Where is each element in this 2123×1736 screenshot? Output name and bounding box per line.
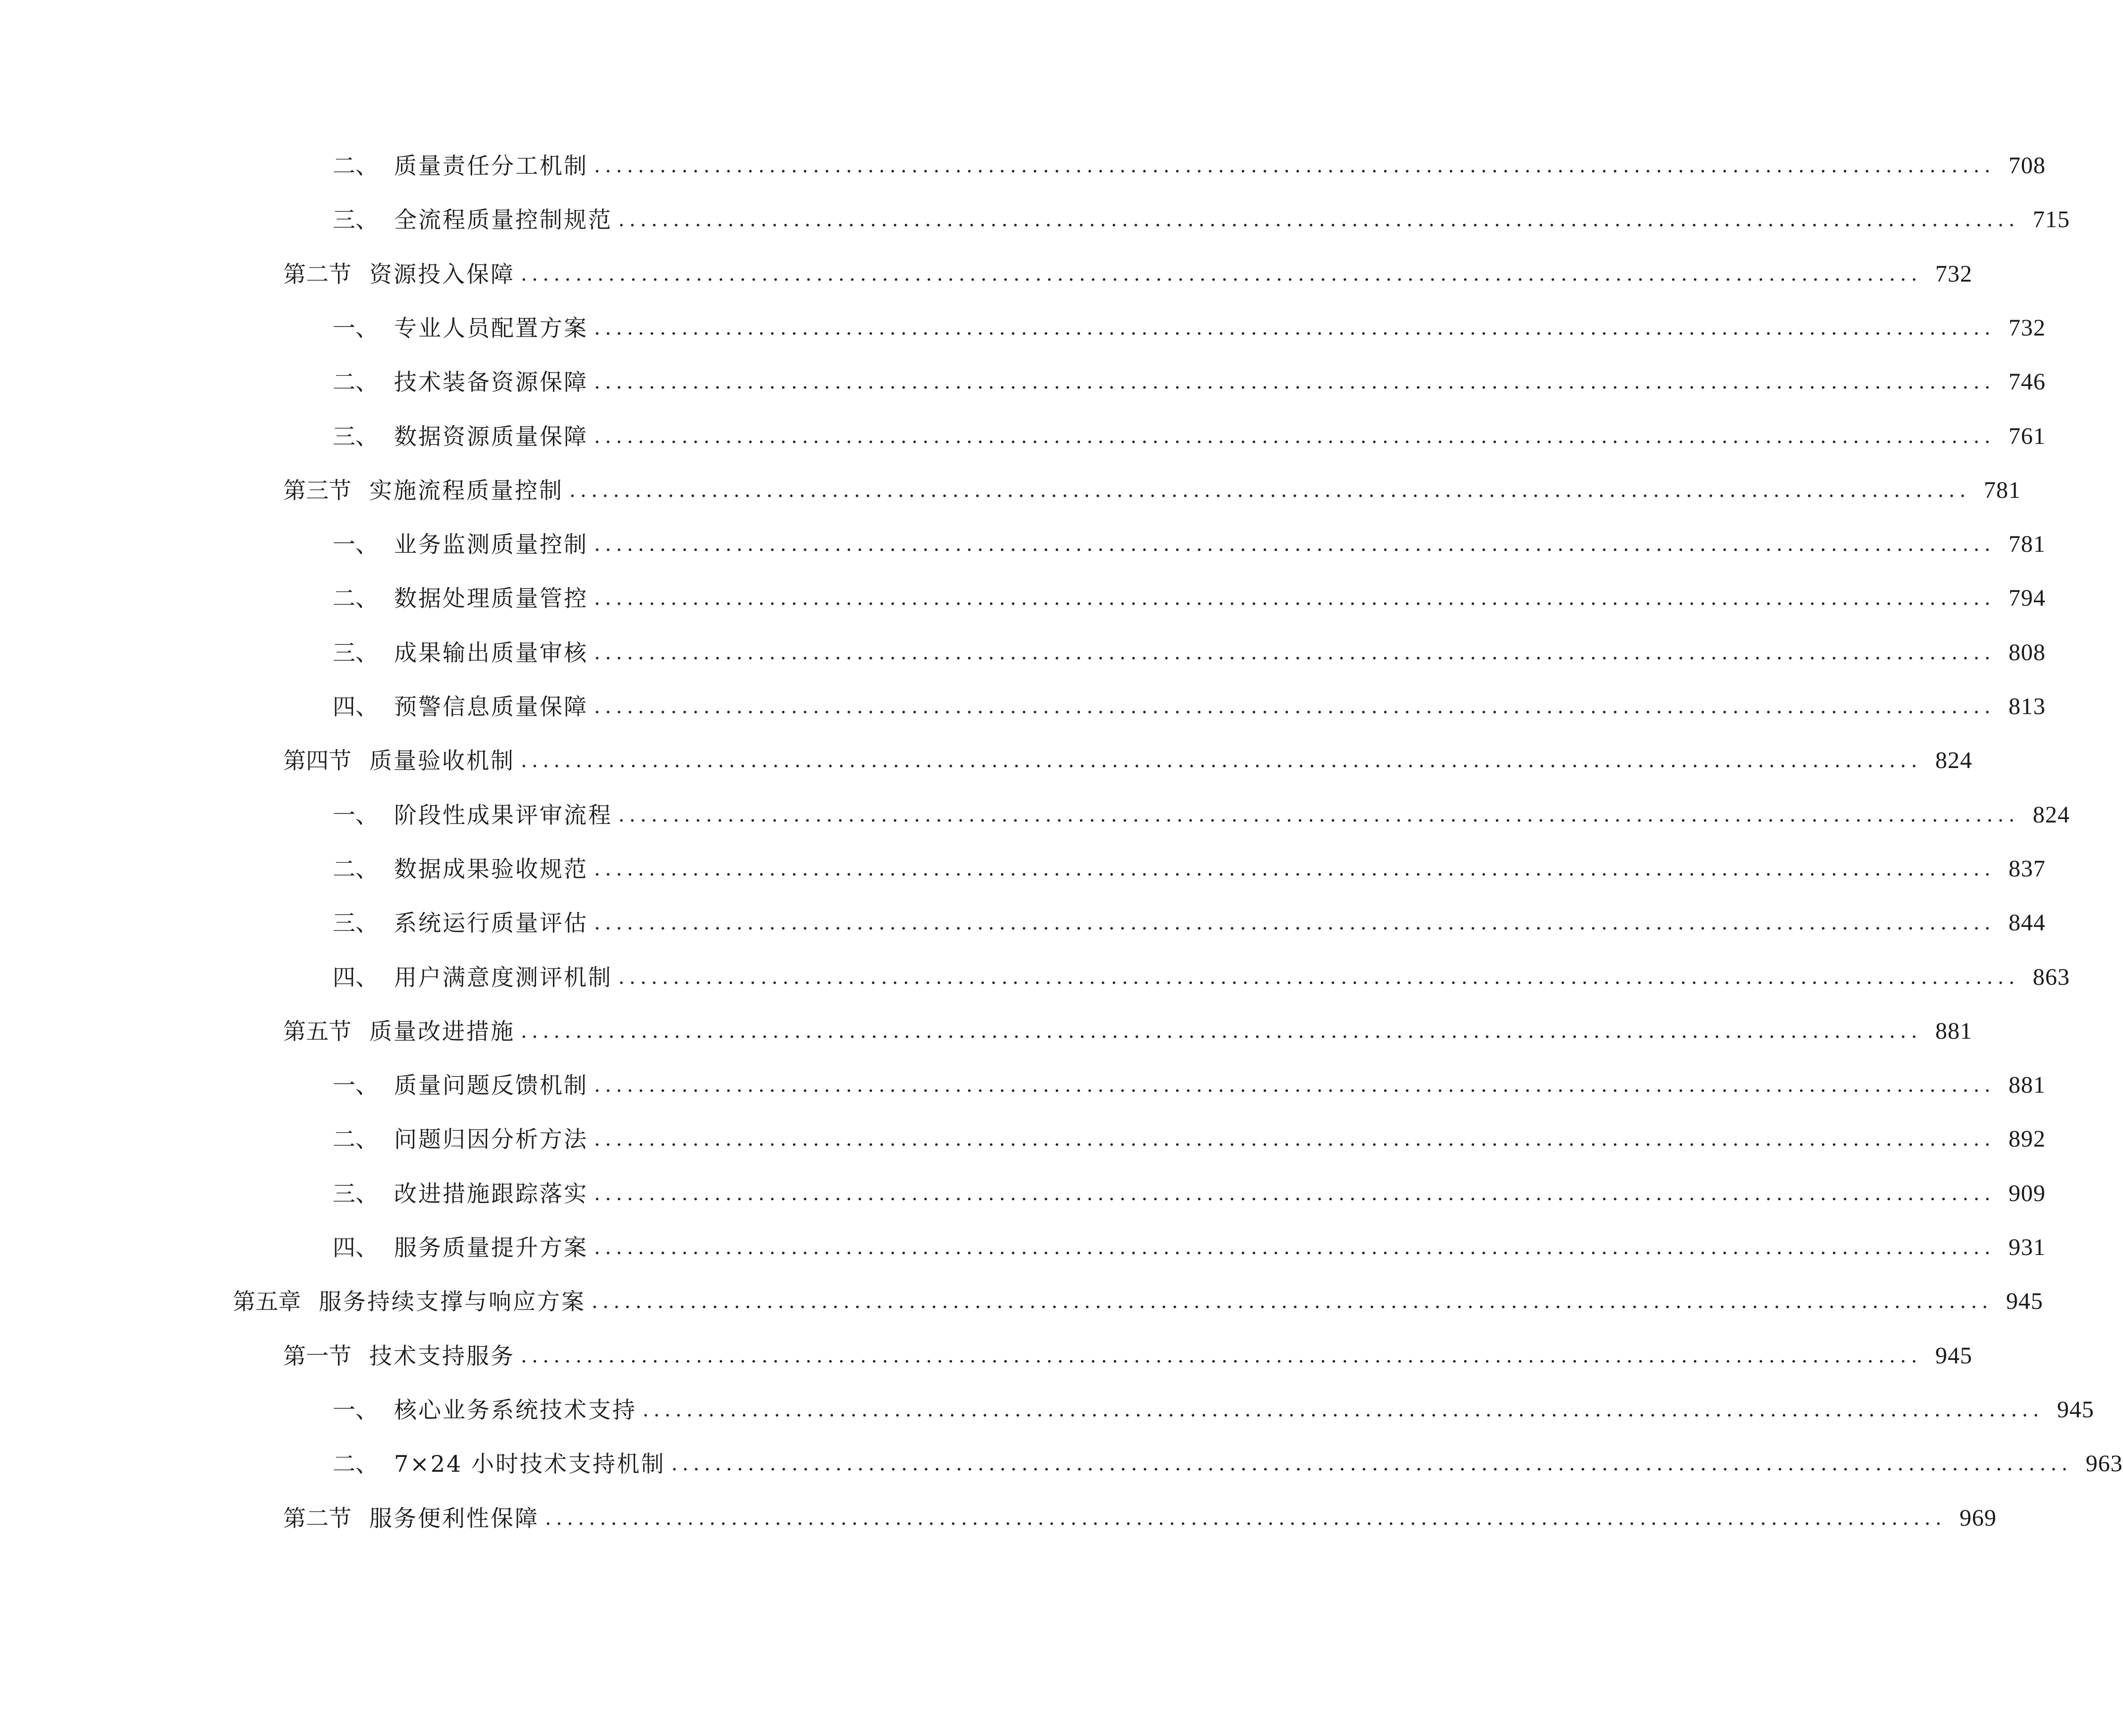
toc-dot-leader: ................................................................................................................................ [594, 371, 1995, 393]
toc-entry-page-number: 732 [1935, 261, 1973, 287]
toc-dot-leader: ................................................................................................................................ [594, 1074, 1995, 1097]
toc-entry-title: 7×24 小时技术支持机制 [394, 1450, 665, 1477]
toc-entry[interactable] [333, 579, 2046, 618]
toc-entry-page-number: 715 [2032, 206, 2070, 233]
toc-entry-title: 技术装备资源保障 [394, 369, 588, 395]
toc-entry-page-number: 732 [2008, 315, 2046, 341]
toc-entry-page-number: 824 [1935, 747, 1973, 773]
toc-entry[interactable] [333, 903, 2046, 943]
toc-dot-leader: ................................................................................................................................ [594, 1182, 1995, 1205]
toc-dot-leader: ................................................................................................................................ [569, 479, 1971, 502]
toc-entry-title: 核心业务系统技术支持 [394, 1397, 637, 1423]
toc-entry-number: 第二节 [283, 261, 351, 288]
toc-dot-leader: ................................................................................................................................ [642, 1398, 2044, 1421]
toc-entry[interactable] [283, 1336, 1973, 1376]
toc-entry[interactable] [333, 1174, 2046, 1213]
toc-entry[interactable] [283, 1498, 1997, 1538]
toc-entry-page-number: 909 [2008, 1180, 2046, 1206]
toc-entry[interactable] [283, 1012, 1973, 1051]
toc-entry-number: 第一节 [283, 1343, 351, 1369]
toc-entry-number: 一、 [333, 802, 378, 828]
toc-entry-page-number: 892 [2008, 1126, 2046, 1152]
toc-entry-page-number: 881 [2008, 1072, 2046, 1098]
toc-entry-number: 二、 [333, 369, 378, 395]
toc-entry-number: 二、 [333, 152, 378, 179]
toc-entry-title: 服务持续支撑与响应方案 [319, 1288, 586, 1315]
toc-entry-page-number: 863 [2032, 964, 2070, 990]
toc-dot-leader: ................................................................................................................................ [594, 1128, 1995, 1151]
toc-entry[interactable] [283, 741, 1973, 780]
toc-entry-number: 第五章 [233, 1288, 301, 1315]
toc-entry-number: 第二节 [283, 1505, 351, 1532]
toc-entry-number: 三、 [333, 423, 378, 450]
toc-dot-leader: ................................................................................................................................ [594, 1236, 1995, 1259]
toc-dot-leader: ................................................................................................................................ [671, 1452, 2073, 1475]
toc-entry-page-number: 813 [2008, 693, 2046, 720]
toc-entry[interactable] [333, 417, 2046, 456]
toc-entry[interactable] [333, 1228, 2046, 1267]
toc-entry[interactable] [333, 362, 2046, 402]
toc-entry-page-number: 931 [2008, 1234, 2046, 1260]
toc-dot-leader: ................................................................................................................................ [594, 641, 1995, 664]
toc-entry-title: 质量问题反馈机制 [394, 1072, 588, 1099]
toc-entry[interactable] [333, 308, 2046, 348]
toc-entry-title: 数据资源质量保障 [394, 423, 588, 450]
toc-entry-page-number: 708 [2008, 152, 2046, 179]
toc-entry-number: 第三节 [283, 477, 351, 504]
toc-entry-number: 第四节 [283, 747, 351, 774]
toc-entry[interactable] [333, 1065, 2046, 1105]
toc-entry-page-number: 844 [2008, 910, 2046, 936]
toc-entry[interactable] [233, 1282, 2043, 1321]
toc-entry-number: 四、 [333, 964, 378, 991]
toc-entry-title: 服务便利性保障 [369, 1505, 539, 1532]
toc-entry-number: 四、 [333, 693, 378, 720]
toc-dot-leader: ................................................................................................................................ [618, 966, 2020, 989]
toc-entry-page-number: 945 [2006, 1288, 2043, 1314]
toc-entry-title: 阶段性成果评审流程 [394, 802, 612, 828]
toc-entry-number: 二、 [333, 1126, 378, 1153]
toc-entry[interactable] [333, 795, 2070, 835]
toc-entry[interactable] [333, 146, 2046, 186]
toc-dot-leader: ................................................................................................................................ [618, 804, 2020, 826]
toc-entry-number: 一、 [333, 1072, 378, 1099]
toc-entry-title: 实施流程质量控制 [369, 477, 563, 504]
toc-entry-title: 服务质量提升方案 [394, 1234, 588, 1261]
toc-entry-title: 质量责任分工机制 [394, 152, 588, 179]
toc-entry-title: 改进措施跟踪落实 [394, 1180, 588, 1207]
toc-entry-page-number: 837 [2008, 856, 2046, 882]
toc-entry-page-number: 945 [1935, 1343, 1973, 1369]
toc-entry[interactable] [333, 633, 2046, 673]
toc-dot-leader: ................................................................................................................................ [521, 1020, 1922, 1043]
toc-entry-title: 数据处理质量管控 [394, 585, 588, 612]
toc-dot-leader: ................................................................................................................................ [521, 749, 1922, 772]
toc-entry[interactable] [333, 849, 2046, 889]
toc-entry-number: 三、 [333, 206, 378, 233]
toc-entry[interactable] [333, 525, 2046, 564]
toc-entry-number: 三、 [333, 1180, 378, 1207]
toc-entry-title: 成果输出质量审核 [394, 639, 588, 666]
toc-dot-leader: ................................................................................................................................ [594, 695, 1995, 718]
toc-entry-page-number: 808 [2008, 639, 2046, 666]
toc-entry-title: 专业人员配置方案 [394, 315, 588, 341]
toc-dot-leader: ................................................................................................................................ [545, 1507, 1946, 1530]
toc-entry-title: 业务监测质量控制 [394, 531, 588, 558]
toc-entry-number: 三、 [333, 910, 378, 936]
toc-entry-title: 质量改进措施 [369, 1018, 515, 1045]
toc-entry-page-number: 781 [1983, 477, 2021, 503]
toc-entry-page-number: 746 [2008, 369, 2046, 395]
toc-entry-title: 问题归因分析方法 [394, 1126, 588, 1153]
toc-entry-title: 全流程质量控制规范 [394, 206, 612, 233]
toc-dot-leader: ................................................................................................................................ [521, 263, 1922, 286]
toc-entry[interactable] [333, 200, 2070, 240]
toc-entry[interactable] [333, 687, 2046, 726]
toc-entry-title: 系统运行质量评估 [394, 910, 588, 936]
toc-dot-leader: ................................................................................................................................ [592, 1290, 1993, 1313]
toc-dot-leader: ................................................................................................................................ [618, 208, 2020, 231]
toc-entry-number: 第五节 [283, 1018, 351, 1045]
toc-dot-leader: ................................................................................................................................ [521, 1345, 1922, 1367]
toc-entry-number: 二、 [333, 1450, 378, 1477]
toc-entry-number: 二、 [333, 856, 378, 882]
toc-dot-leader: ................................................................................................................................ [594, 587, 1995, 610]
toc-dot-leader: ................................................................................................................................ [594, 154, 1995, 177]
toc-dot-leader: ................................................................................................................................ [594, 912, 1995, 934]
toc-entry-title: 技术支持服务 [369, 1343, 515, 1369]
toc-entry[interactable] [333, 1444, 2123, 1484]
toc-entry-number: 四、 [333, 1234, 378, 1261]
toc-entry-number: 一、 [333, 315, 378, 341]
toc-entry-page-number: 881 [1935, 1018, 1973, 1044]
toc-entry[interactable] [283, 254, 1973, 294]
toc-entry-page-number: 794 [2008, 585, 2046, 611]
toc-dot-leader: ................................................................................................................................ [594, 425, 1995, 448]
toc-entry-title: 资源投入保障 [369, 261, 515, 288]
toc-entry-number: 一、 [333, 1397, 378, 1423]
toc-entry-title: 质量验收机制 [369, 747, 515, 774]
toc-dot-leader: ................................................................................................................................ [594, 317, 1995, 339]
toc-entry-page-number: 969 [1959, 1505, 1997, 1531]
toc-entry-page-number: 781 [2008, 531, 2046, 557]
toc-entry-number: 一、 [333, 531, 378, 558]
toc-entry-number: 二、 [333, 585, 378, 612]
toc-entry[interactable] [283, 471, 2021, 510]
toc-entry-page-number: 761 [2008, 423, 2046, 449]
toc-entry-page-number: 824 [2032, 802, 2070, 828]
toc-entry-number: 三、 [333, 639, 378, 666]
toc-entry-page-number: 945 [2057, 1397, 2094, 1423]
toc-entry[interactable] [333, 1119, 2046, 1159]
toc-dot-leader: ................................................................................................................................ [594, 533, 1995, 556]
toc-entry[interactable] [333, 1390, 2094, 1430]
toc-entry-title: 数据成果验收规范 [394, 856, 588, 882]
toc-entry[interactable] [333, 958, 2070, 997]
toc-entry-title: 用户满意度测评机制 [394, 964, 612, 991]
toc-dot-leader: ................................................................................................................................ [594, 858, 1995, 880]
toc-entry-page-number: 963 [2085, 1450, 2123, 1477]
toc-entry-title: 预警信息质量保障 [394, 693, 588, 720]
